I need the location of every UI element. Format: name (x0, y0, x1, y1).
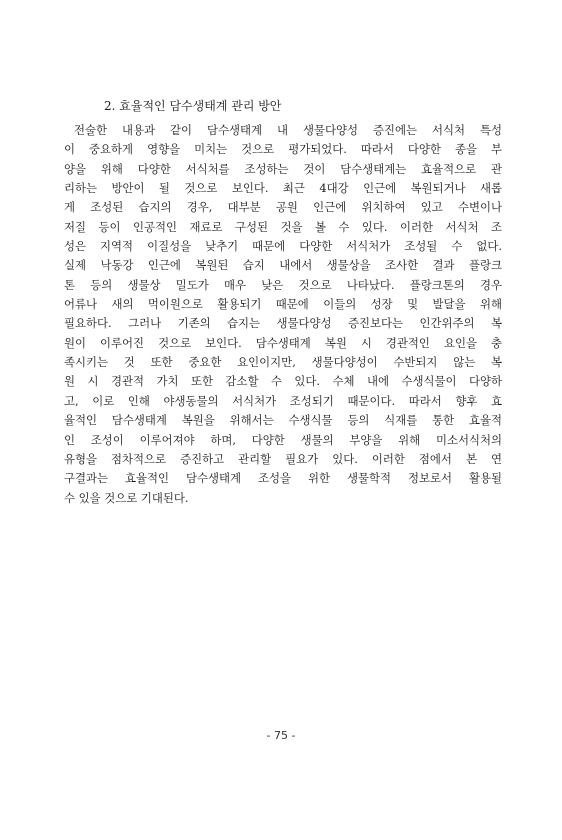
paragraph-line: 성은 지역적 이질성을 낮추기 때문에 다양한 서식처가 조성될 수 없다. (64, 239, 502, 254)
paragraph-line: 유형을 점차적으로 증진하고 관리할 필요가 있다. 이러한 점에서 본 연 (64, 451, 502, 466)
paragraph-line: 고, 이로 인해 야생동물의 서식처가 조성되기 때문이다. 따라서 향후 효 (64, 393, 502, 408)
page-number: - 75 - (266, 729, 296, 742)
paragraph-line: 양을 위해 다양한 서식처를 조성하는 것이 담수생태계는 효율적으로 관 (64, 161, 502, 176)
paragraph-line: 원이 이루어진 것으로 보인다. 담수생태계 복원 시 경관적인 요인을 충 (64, 335, 502, 350)
paragraph-line: 톤 등의 생물상 밀도가 매우 낮은 것으로 나타났다. 플랑크톤의 경우 (64, 277, 502, 292)
paragraph-line: 수 있을 것으로 기대된다. (64, 490, 189, 505)
paragraph-line: 인 조성이 이루어져야 하며, 다양한 생물의 부양을 위해 미소서식처의 (64, 432, 502, 447)
section-heading: 2. 효율적인 담수생태계 관리 방안 (104, 99, 282, 113)
paragraph-line: 리하는 방안이 될 것으로 보인다. 최근 4대강 인근에 복원되거나 새롭 (64, 181, 502, 196)
paragraph-line: 필요하다. 그러나 기존의 습지는 생물다양성 증진보다는 인간위주의 복 (64, 316, 502, 331)
paragraph-line: 저질 등이 인공적인 재료로 구성된 것을 볼 수 있다. 이러한 서식처 조 (64, 219, 502, 234)
paragraph-line: 족시키는 것 또한 중요한 요인이지만, 생물다양성이 수반되지 않는 복 (64, 355, 502, 370)
paragraph-line: 전술한 내용과 같이 담수생태계 내 생물다양성 증진에는 서식처 특성 (74, 123, 502, 137)
paragraph-line: 이 중요하게 영향을 미치는 것으로 평가되었다. 따라서 다양한 종을 부 (64, 142, 502, 157)
paragraph-line: 원 시 경관적 가치 또한 감소할 수 있다. 수체 내에 수생식물이 다양하 (64, 374, 502, 389)
paragraph-line: 게 조성된 습지의 경우, 대부분 공원 인근에 위치하여 있고 수변이나 (64, 200, 502, 215)
paragraph-line: 어류나 새의 먹이원으로 활용되기 때문에 이들의 성장 및 발달을 위해 (64, 297, 502, 312)
body-paragraph (64, 121, 502, 508)
paragraph-line: 구결과는 효율적인 담수생태계 조성을 위한 생물학적 정보로서 활용될 (64, 471, 502, 486)
paragraph-line: 실제 낙동강 인근에 복원된 습지 내에서 생물상을 조사한 결과 플랑크 (64, 258, 502, 273)
paragraph-line: 율적인 담수생태계 복원을 위해서는 수생식물 등의 식재를 통한 효율적 (64, 413, 502, 428)
